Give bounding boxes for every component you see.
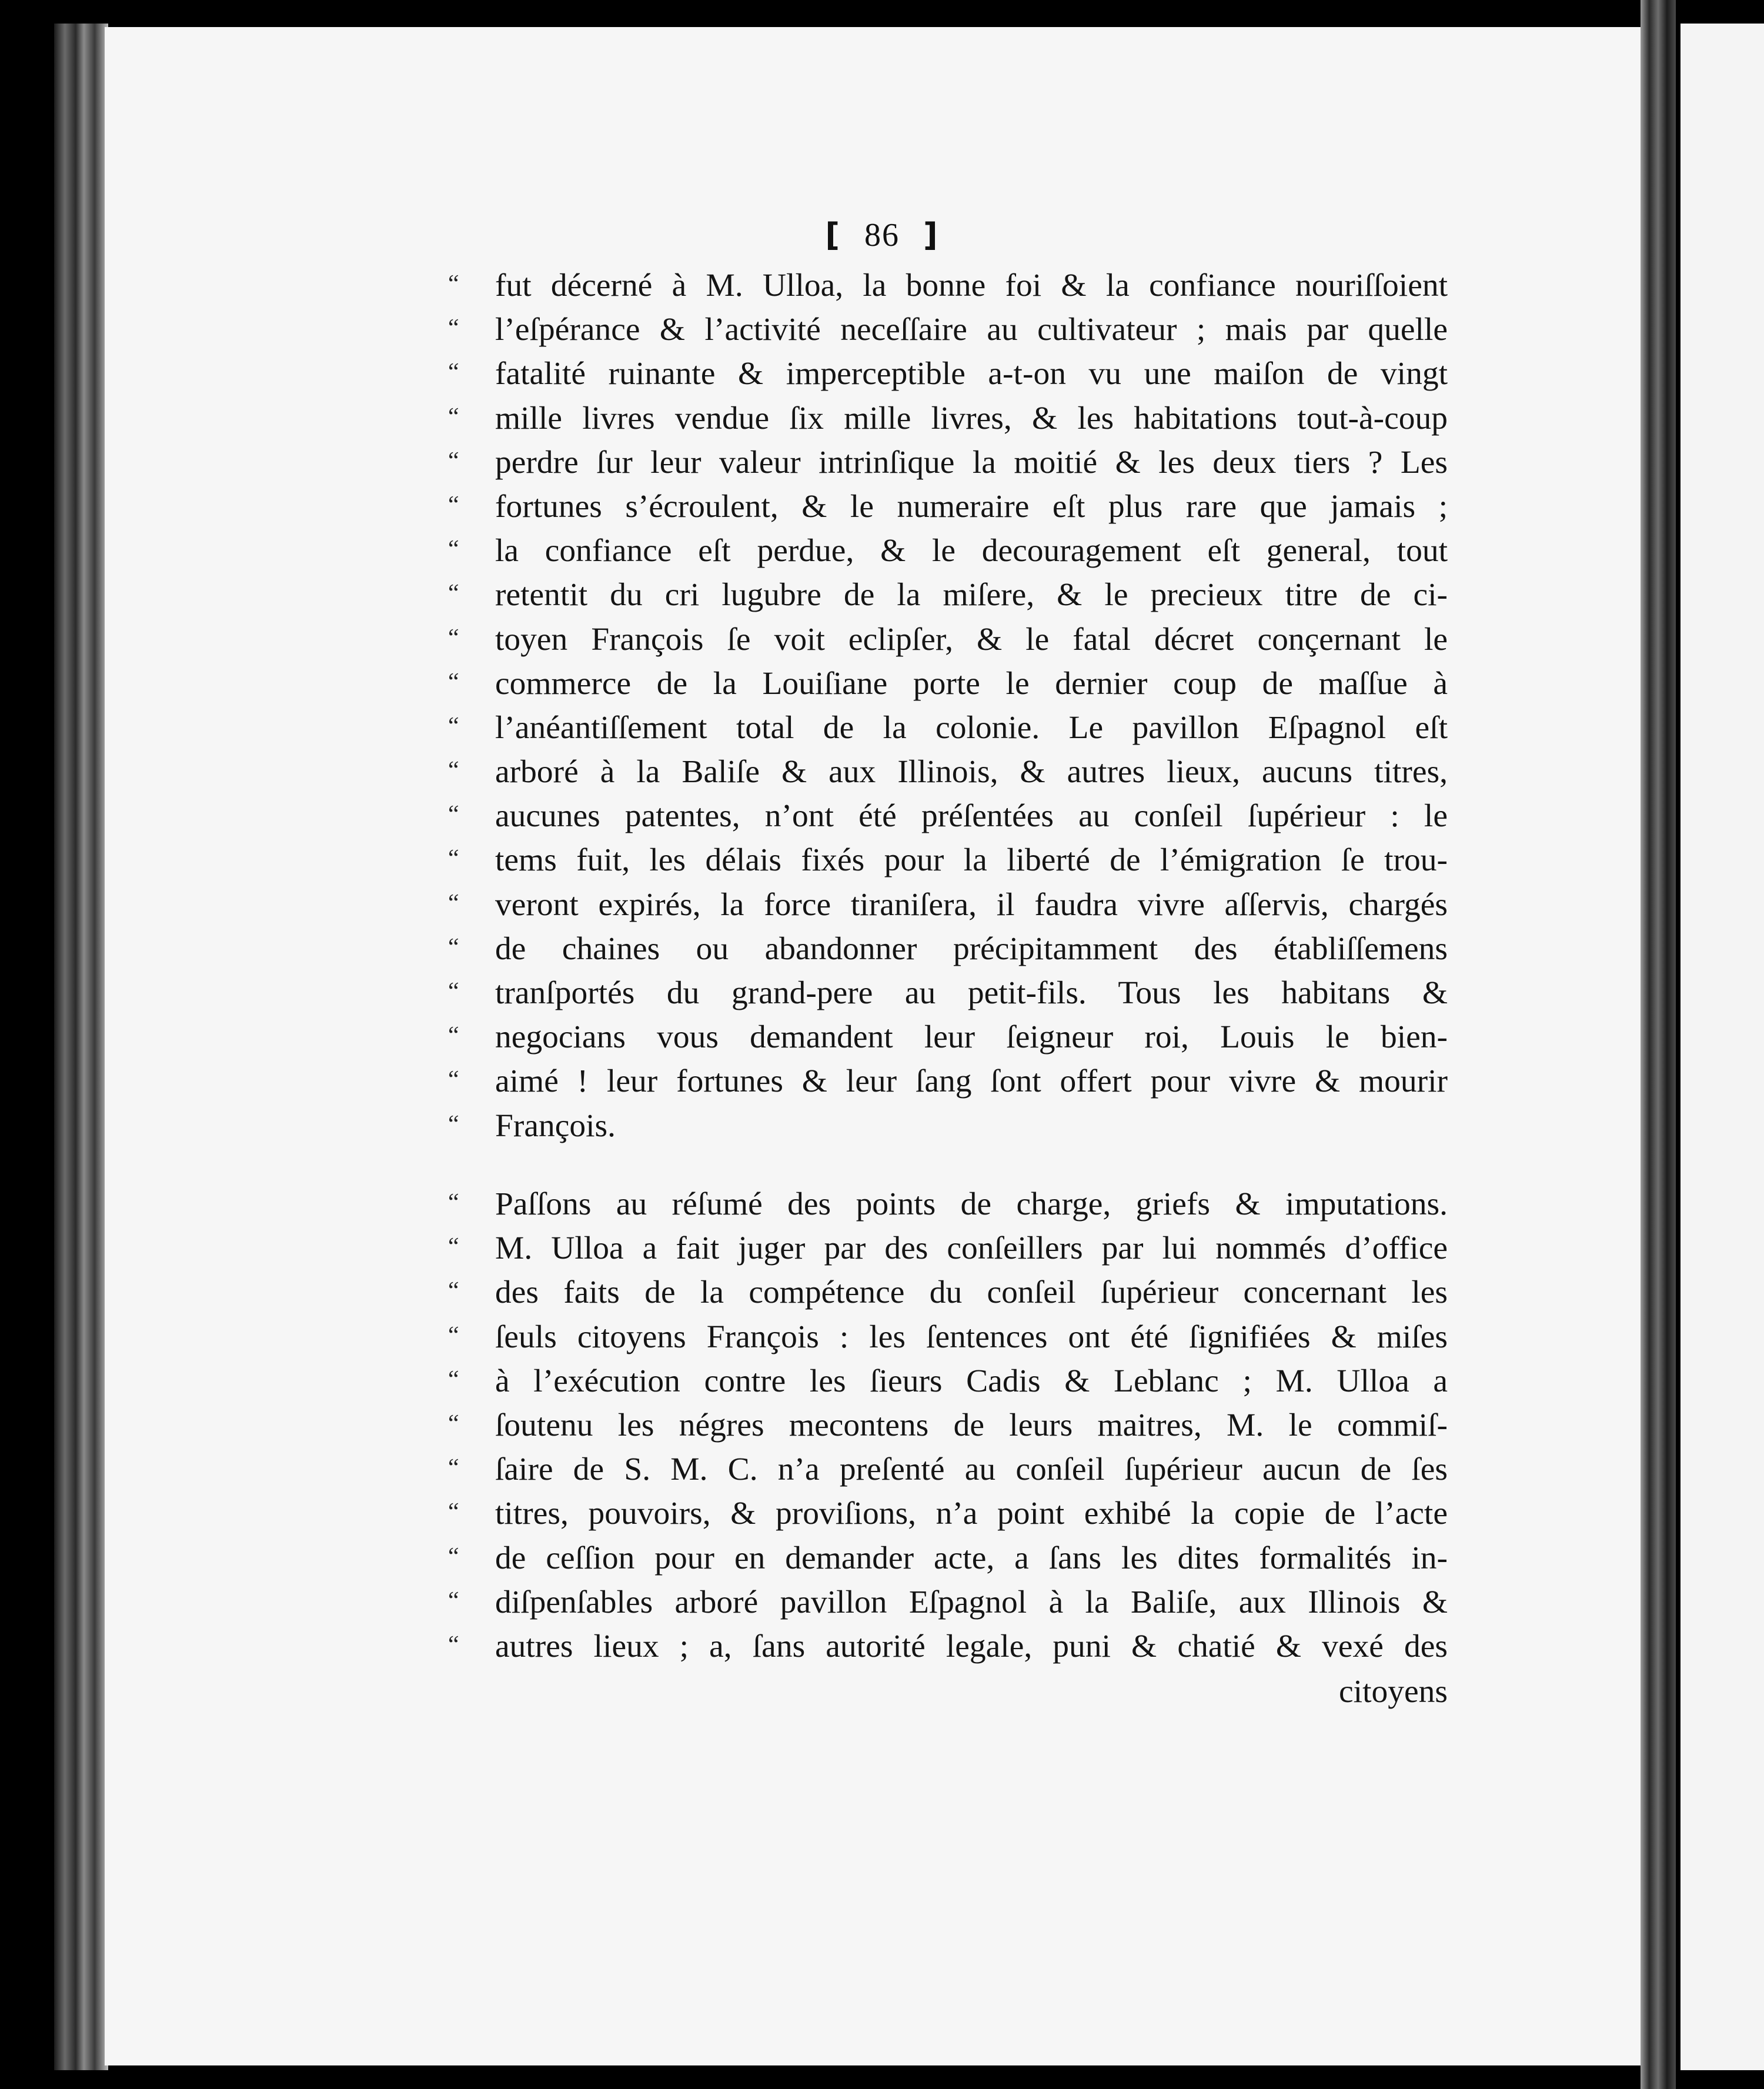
quote-mark: “ [448,624,458,652]
text-line [448,706,1448,750]
line-text: de ceſſion pour en demander acte, a ſans les dites formalités in- [495,1540,1448,1576]
line-text: de chaines ou abandonner précipitamment des établiſſemens [495,930,1448,967]
line-text: aimé ! leur fortunes & leur ſang ſont offert pour vivre & mourir [495,1063,1448,1100]
quote-mark: “ [448,1110,458,1138]
quote-mark: “ [448,1631,458,1658]
line-text: tranſportés du grand-pere au petit-fils. Tous les habitans & [495,975,1448,1011]
line-text: Paſſons au réſumé des points de charge, griefs & imputations. [495,1186,1448,1222]
quote-mark: “ [448,845,458,873]
text-line [448,396,1448,441]
quote-mark: “ [448,403,458,431]
quote-mark: “ [448,491,458,519]
quote-mark: “ [448,1587,458,1614]
line-text: la confiance eſt perdue, & le decouragement eſt general, tout [495,533,1448,569]
quote-mark: “ [448,359,458,386]
line-text: perdre ſur leur valeur intrinſique la moitié & les deux tiers ? Les [495,444,1448,480]
line-text: commerce de la Louiſiane porte le dernier coup de maſſue à [495,665,1448,702]
text-line [448,794,1448,838]
close-bracket: ] [923,216,939,253]
text-line [448,1580,1448,1624]
line-text: autres lieux ; a, ſans autorité legale, puni & chatié & vexé des [495,1628,1448,1664]
text-line [448,441,1448,485]
catchword: citoyens [1339,1674,1448,1710]
text-line [448,1536,1448,1580]
text-line [448,529,1448,573]
quote-mark: “ [448,757,458,785]
book-gutter [54,24,108,2070]
line-text: l’eſpérance & l’activité neceſſaire au cultivateur ; mais par quelle [495,312,1448,348]
paragraph-2 [448,1182,1448,1716]
quote-mark: “ [448,536,458,563]
quote-mark: “ [448,1366,458,1393]
quote-mark: “ [448,712,458,740]
line-text: ſaire de S. M. C. n’a preſenté au conſeil ſupérieur aucun de ſes [495,1451,1448,1488]
line-text: François. [495,1107,616,1144]
quote-mark: “ [448,933,458,961]
quote-mark: “ [448,1543,458,1570]
line-text: aucunes patentes, n’ont été préſentées au conſeil ſupérieur : le [495,798,1448,835]
line-text: retentit du cri lugubre de la miſere, & le precieux titre de ci- [495,577,1448,613]
text-line [448,662,1448,706]
quote-mark: “ [448,668,458,696]
line-text: M. Ulloa a fait juger par des conſeillers par lui nommés d’office [495,1230,1448,1267]
text-line [448,1104,1448,1148]
text-line [448,750,1448,794]
text-line [448,1624,1448,1668]
text-line [448,1403,1448,1447]
quote-mark: “ [448,271,458,298]
line-text: diſpenſables arboré pavillon Eſpagnol à la Baliſe, aux Illinois & [495,1584,1448,1620]
text-line [448,1359,1448,1403]
line-text: negocians vous demandent leur ſeigneur roi, Louis le bien- [495,1019,1448,1056]
line-text: des faits de la compétence du conſeil ſupérieur concernant les [495,1274,1448,1311]
text-line [448,573,1448,617]
quote-mark: “ [448,1454,458,1482]
line-text: à l’exécution contre les ſieurs Cadis & Leblanc ; M. Ulloa a [495,1363,1448,1399]
text-line [448,263,1448,308]
quote-mark: “ [448,889,458,917]
quote-mark: “ [448,1189,458,1216]
text-line [448,485,1448,529]
line-text: veront expirés, la force tiraniſera, il faudra vivre aſſervis, chargés [495,886,1448,923]
text-line [448,838,1448,882]
line-text: fatalité ruinante & imperceptible a-t-on vu une maiſon de vingt [495,356,1448,392]
line-text: titres, pouvoirs, & proviſions, n’a point exhibé la copie de l’acte [495,1496,1448,1532]
paragraph-1 [448,263,1448,1148]
facing-page-sliver [1681,24,1764,2070]
text-line [448,1015,1448,1059]
line-text: tems fuit, les délais fixés pour la liberté de l’émigration ſe trou- [495,842,1448,879]
line-text: fut décerné à M. Ulloa, la bonne foi & la confiance nouriſſoient [495,268,1448,303]
quote-mark: “ [448,801,458,829]
open-bracket: [ [825,216,841,253]
text-line [448,883,1448,927]
quote-mark: “ [448,1233,458,1261]
text-line [448,927,1448,971]
quote-mark: “ [448,978,458,1005]
text-line [448,1491,1448,1536]
quote-mark: “ [448,1277,458,1305]
page-header [0,216,1764,254]
line-text: ſoutenu les négres mecontens de leurs maitres, M. le commiſ- [495,1407,1448,1443]
text-line [448,1226,1448,1270]
text-line [448,1059,1448,1103]
text-line [448,1447,1448,1491]
quote-mark: “ [448,315,458,342]
text-line [448,971,1448,1015]
text-line [448,1315,1448,1359]
quote-mark: “ [448,1022,458,1050]
text-line [448,352,1448,396]
text-line [448,1270,1448,1314]
quote-mark: “ [448,447,458,475]
text-line [448,1182,1448,1226]
line-text: arboré à la Baliſe & aux Illinois, & autres lieux, aucuns titres, [495,754,1448,790]
quote-mark: “ [448,1322,458,1349]
line-text: fortunes s’écroulent, & le numeraire eſt plus rare que jamais ; [495,488,1448,525]
line-text: ſeuls citoyens François : les ſentences ont été ſignifiées & miſes [495,1319,1448,1355]
line-text: mille livres vendue ſix mille livres, & les habitations tout-à-coup [495,400,1448,436]
quote-mark: “ [448,1410,458,1437]
text-line [448,618,1448,662]
page-edge-right [1641,0,1676,2089]
page-number: 86 [864,217,900,253]
quote-mark: “ [448,1499,458,1526]
quote-mark: “ [448,1066,458,1094]
line-text: toyen François ſe voit eclipſer, & le fatal décret conçernant le [495,621,1448,658]
line-text: l’anéantiſſement total de la colonie. Le pavillon Eſpagnol eſt [495,709,1448,746]
text-line [448,308,1448,352]
quote-mark: “ [448,580,458,608]
